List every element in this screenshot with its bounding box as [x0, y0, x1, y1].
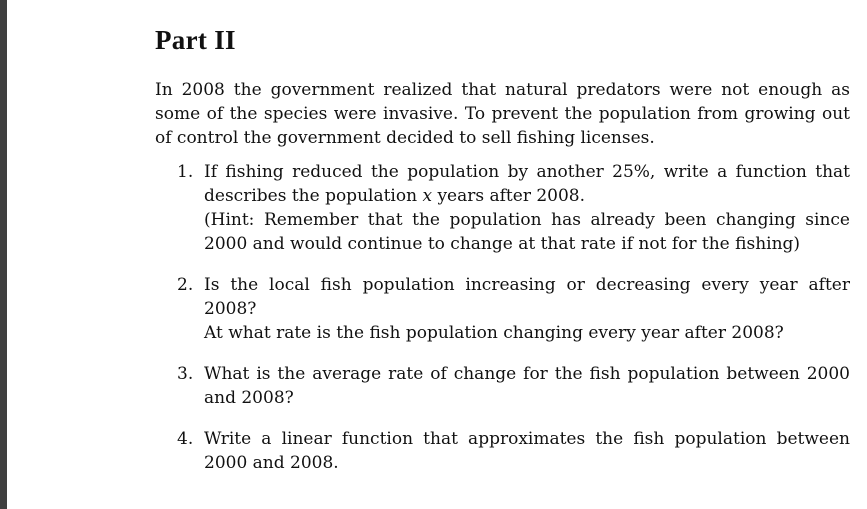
question-number: 1. [177, 162, 194, 182]
viewer-left-border [0, 0, 7, 509]
question-list [155, 160, 850, 475]
question-number: 3. [177, 364, 194, 384]
question-text: Is the local fish population increasing or decreasing every year after 2008? [204, 275, 850, 319]
question-number: 4. [177, 429, 194, 449]
question-item-2 [155, 273, 850, 345]
question-hint: (Hint: Remember that the population has already been changing since 2000 and would continue to change at that rate if not for the fishing) [204, 210, 850, 254]
question-text-followup: At what rate is the fish population changing every year after 2008? [204, 323, 784, 343]
section-heading: Part II [155, 25, 236, 55]
question-text: If fishing reduced the population by another 25%, write a function that describes the population x years after 2008. [204, 162, 850, 206]
question-item-1 [155, 160, 850, 256]
question-text: Write a linear function that approximates the fish population between 2000 and 2008. [204, 429, 850, 473]
question-item-4 [155, 427, 850, 475]
intro-paragraph: In 2008 the government realized that natural predators were not enough as some of the species were invasive. To prevent the population from growing out of control the government decided to sell fishing licenses. [155, 80, 850, 148]
variable-x: x [422, 186, 433, 206]
question-number: 2. [177, 275, 194, 295]
question-item-3 [155, 362, 850, 410]
question-text: What is the average rate of change for the fish population between 2000 and 2008? [204, 364, 850, 408]
document-page [155, 22, 850, 492]
